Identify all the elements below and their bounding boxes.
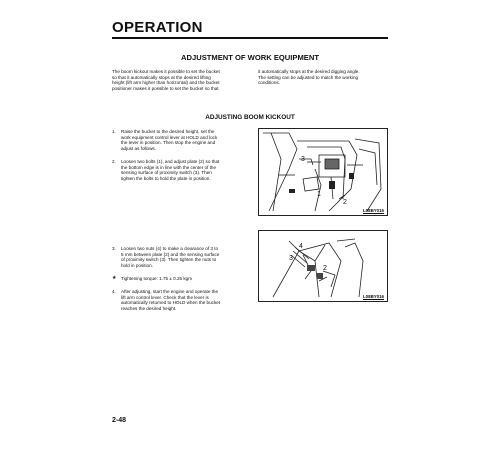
step-number: 4. <box>112 289 116 294</box>
step-line: automatically returned to HOLD when the bucket <box>121 300 221 306</box>
step-line: work equipment control lever at HOLD and lock <box>121 134 218 140</box>
step-number: 1. <box>112 129 116 134</box>
figure-code: L08BY016 <box>363 294 384 299</box>
step-line: 5 mm between plate (2) and the sensing surface <box>121 251 220 257</box>
intro-right-column <box>258 69 388 86</box>
figure-callout-3: 3 <box>301 156 305 163</box>
step-3-text <box>121 246 249 268</box>
step-line: the bottom edge is in line with the center of the <box>121 164 216 170</box>
intro-line: positioner makes it possible to set the bucket so that <box>112 85 219 91</box>
star-icon: ★ <box>112 275 117 281</box>
section-title: ADJUSTMENT OF WORK EQUIPMENT <box>181 53 319 62</box>
step-1-text <box>121 129 249 151</box>
step-line: hold in position. <box>121 262 153 268</box>
intro-line: height (lift arm higher than horizontal) and the bucket <box>112 80 220 86</box>
step-number: 3. <box>112 246 116 251</box>
page-number: 2-48 <box>112 417 127 424</box>
intro-line: so that it automatically stops at the desired lifting <box>112 74 211 80</box>
step-2-text <box>121 159 249 181</box>
step-line: reaches the desired height. <box>121 305 177 311</box>
figure-illustration <box>259 129 387 215</box>
step-line: After adjusting, start the engine and operate the <box>121 289 219 294</box>
step-line: the lever in position. Then stop the engine and <box>121 140 216 146</box>
intro-line: The boom kickout makes it possible to set the bucket <box>112 69 220 74</box>
torque-note: Tightening torque: 1.75 ± 0.25 kgm <box>121 276 193 281</box>
step-line: sensing surface of proximity switch (3). Then <box>121 170 212 176</box>
figure-boom-kickout-1 <box>258 128 388 216</box>
figure-code: L08BY015 <box>363 208 384 213</box>
figure-callout-1: 1 <box>317 191 321 198</box>
step-line: Loosen two nuts (4) to make a clearance of 3 to <box>121 246 219 251</box>
intro-line: conditions. <box>258 80 280 86</box>
page-header-title: OPERATION <box>112 19 203 36</box>
figure-callout-3: 3 <box>289 255 293 262</box>
figure-callout-4: 4 <box>299 243 303 250</box>
header-rule <box>112 37 388 39</box>
step-line: Loosen two bolts (1), and adjust plate (2) so that <box>121 159 220 164</box>
step-line: of proximity switch (3). Then tighten the nuts to <box>121 257 217 263</box>
intro-line: it automatically stops at the desired digging angle. <box>258 69 360 74</box>
step-line: Raise the bucket to the desired height, set the <box>121 129 215 134</box>
figure-callout-2: 2 <box>323 265 327 272</box>
figure-boom-kickout-2 <box>258 230 388 302</box>
figure-callout-2: 2 <box>343 199 347 206</box>
step-number: 2. <box>112 159 116 164</box>
step-line: adjust as follows. <box>121 145 156 151</box>
subsection-title: ADJUSTING BOOM KICKOUT <box>205 114 295 121</box>
intro-left-column <box>112 69 246 91</box>
step-line: tighten the bolts to hold the plate in position. <box>121 175 211 181</box>
step-4-text <box>121 289 249 311</box>
intro-line: The setting can be adjusted to match the working <box>258 74 359 80</box>
step-line: lift arm control lever. Check that the lever is <box>121 294 209 300</box>
